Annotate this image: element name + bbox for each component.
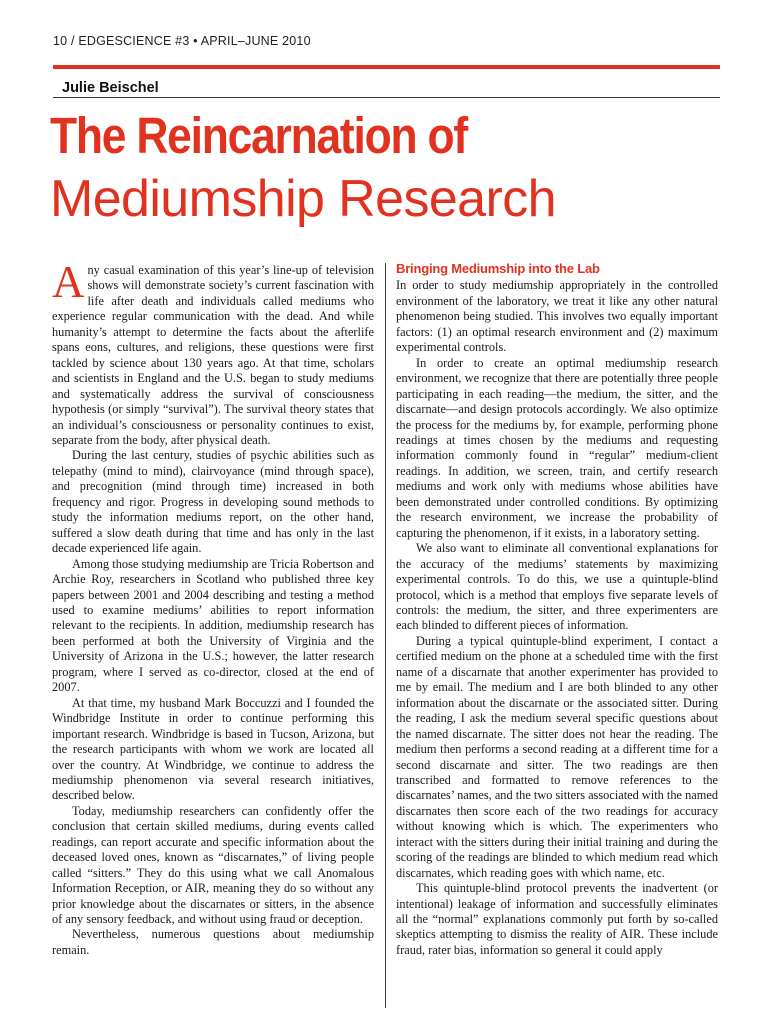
right-column xyxy=(396,261,718,958)
article-title-line-2: Mediumship Research xyxy=(50,170,556,228)
header-thin-rule xyxy=(53,97,720,98)
paragraph: During the last century, studies of psychic abilities such as telepathy (mind to mind), clairvoyance (mind through space), and precognition (mind through time) increased in both frequency and rigor. Progress in developing sound methods to study the information mediums report, on the other hand, suffered a slow death during that time and has only in the last decade experienced life again. xyxy=(52,448,374,556)
article-title-line-1: The Reincarnation of xyxy=(50,107,467,164)
paragraph: At that time, my husband Mark Boccuzzi and I founded the Windbridge Institute in order to continue performing this important research. Windbridge is based in Tucson, Arizona, but the research participants with whom we work are located all over the country. At Windbridge, we continue to address the mediumship phenomenon via several research initiatives, described below. xyxy=(52,695,374,803)
section-heading: Bringing Mediumship into the Lab xyxy=(396,261,600,276)
paragraph: Among those studying mediumship are Tricia Robertson and Archie Roy, researchers in Scotland who published three key papers between 2001 and 2004 describing and testing a method used to examine mediums’ abilities to report information relevant to the recipients. In addition, mediumship research has been performed at both the University of Virginia and the University of Arizona in the U.S.; however, the latter research program, where I served as co-director, closed at the end of 2007. xyxy=(52,556,374,695)
author-byline: Julie Beischel xyxy=(62,80,159,96)
paragraph: This quintuple-blind protocol prevents the inadvertent (or intentional) leakage of information and successfully eliminates all the “normal” explanations commonly put forth by so-called skeptics attempting to dismiss the reality of AIR. These include fraud, rater bias, information so general it could apply xyxy=(396,881,718,957)
paragraph: During a typical quintuple-blind experiment, I contact a certified medium on the phone at a scheduled time with the first name of a discarnate that another experimenter has provided to me by email. The medium and I are both blinded to any other information about the discarnate or the associated sitter. During the reading, I ask the medium several specific questions about the named discarnate. The sitter does not hear the reading. The medium then performs a second reading at a different time for a second discarnate and sitter. The two readings are then transcribed and formatted to remove references to the discarnates’ names, and the two sitters associated with the named discarnates then score each of the two readings for accuracy without knowing which is which. The experimenters who interact with the sitters during their initial training and during the scoring of the readings are blinded to which medium read which discarnates, which reading goes with which name, etc. xyxy=(396,633,718,880)
paragraph-text: ny casual examination of this year’s line-up of television shows will demonstrate society’s current fascination with life after death and individuals called mediums who experience regular communication with the dead. And while humanity’s attempt to determine the facts about the afterlife spans eons, cultures, and religions, these questions were first tackled by science about 130 years ago. At that time, scholars and scientists in England and the U.S. began to study mediums and systematically address the survival of consciousness hypothesis (or simply “survival”). The survival theory states that an individual’s consciousness or personality continues to exist, separate from the body, after physical death. xyxy=(52,263,374,447)
paragraph: In order to study mediumship appropriately in the controlled environment of the laboratory, we treat it like any other natural phenomenon being studied. This involves two equally important factors: (1) an optimal research environment and (2) maximum experimental controls. xyxy=(396,278,718,355)
running-head: 10 / EDGESCIENCE #3 • APRIL–JUNE 2010 xyxy=(53,34,311,48)
paragraph: Nevertheless, numerous questions about mediumship remain. xyxy=(52,927,374,957)
column-divider xyxy=(385,263,386,1008)
paragraph: We also want to eliminate all conventional explanations for the accuracy of the mediums’ statements by maximizing experimental controls. To do this, we use a quintuple-blind protocol, which is a method that employs five separate levels of controls: the medium, the sitter, and three experimenters are each blinded to different pieces of information. xyxy=(396,541,718,633)
paragraph: Today, mediumship researchers can confidently offer the conclusion that certain skilled mediums, during events called readings, can report accurate and specific information about the deceased loved ones, known as “discarnates,” of living people called “sitters.” They do this using what we call Anomalous Information Reception, or AIR, meaning they do so without any prior knowledge about the discarnates or sitters, in the absence of any sensory feedback, and without using fraud or deception. xyxy=(52,803,374,927)
left-column xyxy=(52,257,374,958)
drop-cap: A xyxy=(52,257,85,307)
header-red-rule xyxy=(53,65,720,69)
paragraph: In order to create an optimal mediumship research environment, we recognize that there are potentially three people participating in each reading—the medium, the sitter, and the discarnate—and design protocols accordingly. We also optimize the process for the mediums by, for example, performing phone readings at times chosen by the mediums and requesting information commonly found in “regular” medium-client readings. In addition, we screen, train, and certify research mediums and work only with mediums whose abilities have been demonstrated under controlled conditions. By optimizing the research environment, we increase the probability of capturing the phenomenon, if it exists, in a laboratory setting. xyxy=(396,355,718,540)
paragraph xyxy=(52,257,374,448)
